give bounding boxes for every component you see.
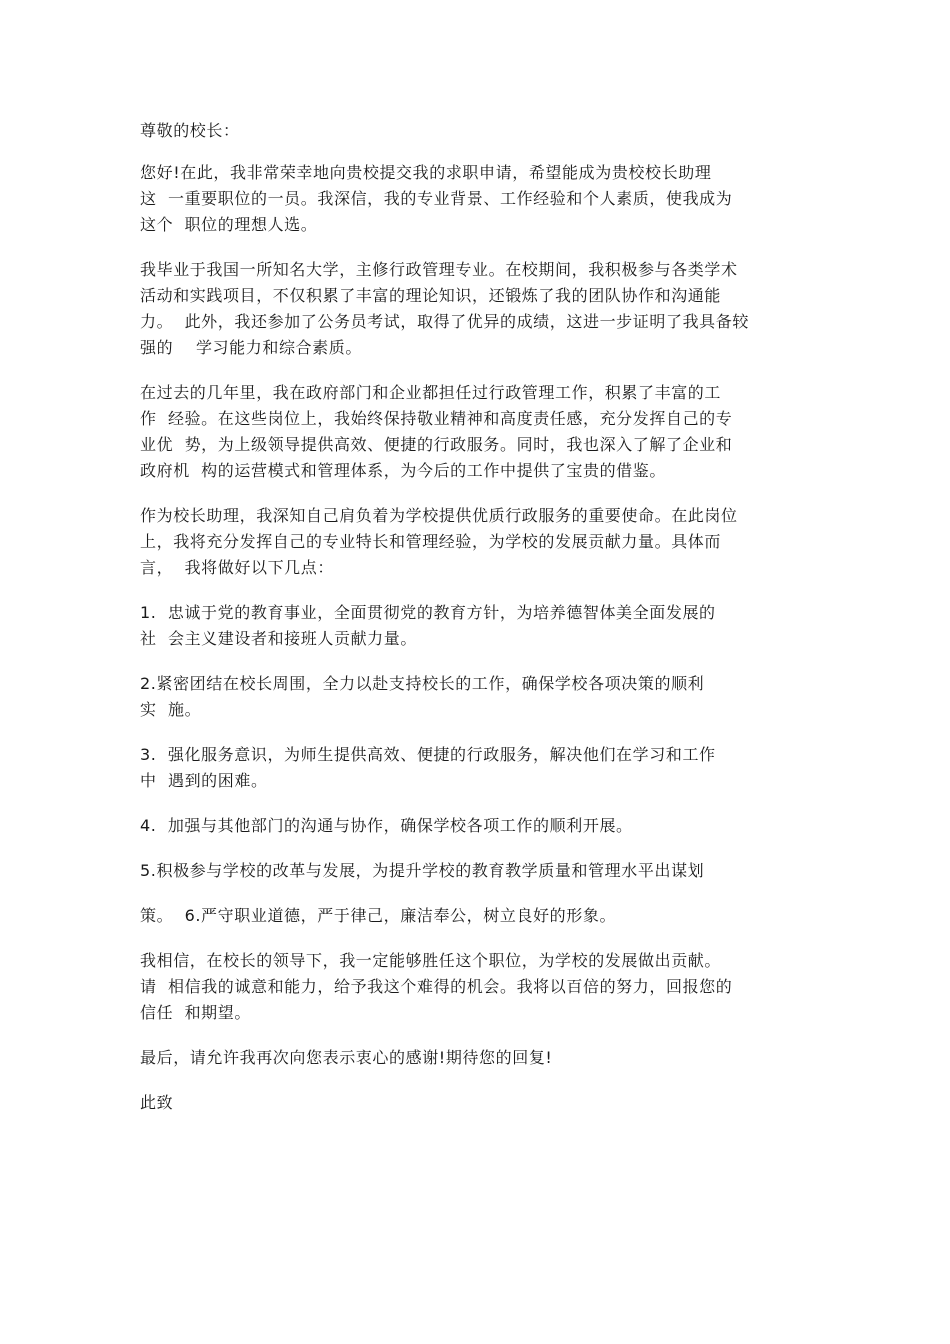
- belief-line: 信任 和期望。: [140, 1003, 251, 1022]
- sign-off-line: 此致: [140, 1093, 174, 1112]
- sign-off: [140, 1090, 840, 1116]
- role-line: 作为校长助理，我深知自己肩负着为学校提供优质行政服务的重要使命。在此岗位: [140, 506, 738, 525]
- role-paragraph: [140, 503, 840, 581]
- intro-line: 您好!在此，我非常荣幸地向贵校提交我的求职申请，希望能成为贵校校长助理: [140, 163, 712, 182]
- letter-body: [140, 118, 840, 1116]
- point-3-line: 3. 强化服务意识，为师生提供高效、便捷的行政服务，解决他们在学习和工作: [140, 745, 716, 764]
- point-1-line: 1. 忠诚于党的教育事业，全面贯彻党的教育方针，为培养德智体美全面发展的: [140, 603, 716, 622]
- belief-line: 我相信，在校长的领导下，我一定能够胜任这个职位，为学校的发展做出贡献。: [140, 951, 722, 970]
- point-1: [140, 600, 840, 652]
- point-3-line: 中 遇到的困难。: [140, 771, 268, 790]
- point-2-line: 实 施。: [140, 700, 202, 719]
- point-4: [140, 813, 840, 839]
- experience-line: 业优 势，为上级领导提供高效、便捷的行政服务。同时，我也深入了解了企业和: [140, 435, 733, 454]
- intro-paragraph: [140, 160, 840, 238]
- salutation-line: 尊敬的校长：: [140, 121, 240, 140]
- experience-line: 政府机 构的运营模式和管理体系，为今后的工作中提供了宝贵的借鉴。: [140, 461, 666, 480]
- experience-line: 作 经验。在这些岗位上，我始终保持敬业精神和高度责任感，充分发挥自己的专: [140, 409, 733, 428]
- point-5-cont-line: 策。 6.严守职业道德，严于律己，廉洁奉公，树立良好的形象。: [140, 906, 617, 925]
- closing-paragraph: [140, 1045, 840, 1071]
- point-5-continuation: [140, 903, 840, 929]
- intro-line: 这个 职位的理想人选。: [140, 215, 318, 234]
- education-line: 我毕业于我国一所知名大学，主修行政管理专业。在校期间，我积极参与各类学术: [140, 260, 738, 279]
- point-2-line: 2.紧密团结在校长周围，全力以赴支持校长的工作，确保学校各项决策的顺利: [140, 674, 705, 693]
- point-4-line: 4. 加强与其他部门的沟通与协作，确保学校各项工作的顺利开展。: [140, 816, 633, 835]
- education-line: 强的 学习能力和综合素质。: [140, 338, 362, 357]
- point-2: [140, 671, 840, 723]
- experience-line: 在过去的几年里，我在政府部门和企业都担任过行政管理工作，积累了丰富的工: [140, 383, 722, 402]
- closing-line: 最后，请允许我再次向您表示衷心的感谢!期待您的回复!: [140, 1048, 553, 1067]
- experience-paragraph: [140, 380, 840, 484]
- point-5-line: 5.积极参与学校的改革与发展，为提升学校的教育教学质量和管理水平出谋划: [140, 861, 705, 880]
- role-line: 上，我将充分发挥自己的专业特长和管理经验，为学校的发展贡献力量。具体而: [140, 532, 722, 551]
- education-paragraph: [140, 257, 840, 361]
- education-line: 活动和实践项目，不仅积累了丰富的理论知识，还锻炼了我的团队协作和沟通能: [140, 286, 722, 305]
- point-1-line: 社 会主义建设者和接班人贡献力量。: [140, 629, 417, 648]
- education-line: 力。 此外，我还参加了公务员考试，取得了优异的成绩，这进一步证明了我具备较: [140, 312, 749, 331]
- point-5: [140, 858, 840, 884]
- belief-line: 请 相信我的诚意和能力，给予我这个难得的机会。我将以百倍的努力，回报您的: [140, 977, 733, 996]
- salutation: [140, 118, 840, 144]
- role-line: 言， 我将做好以下几点：: [140, 558, 334, 577]
- belief-paragraph: [140, 948, 840, 1026]
- intro-line: 这 一重要职位的一员。我深信，我的专业背景、工作经验和个人素质，使我成为: [140, 189, 733, 208]
- point-3: [140, 742, 840, 794]
